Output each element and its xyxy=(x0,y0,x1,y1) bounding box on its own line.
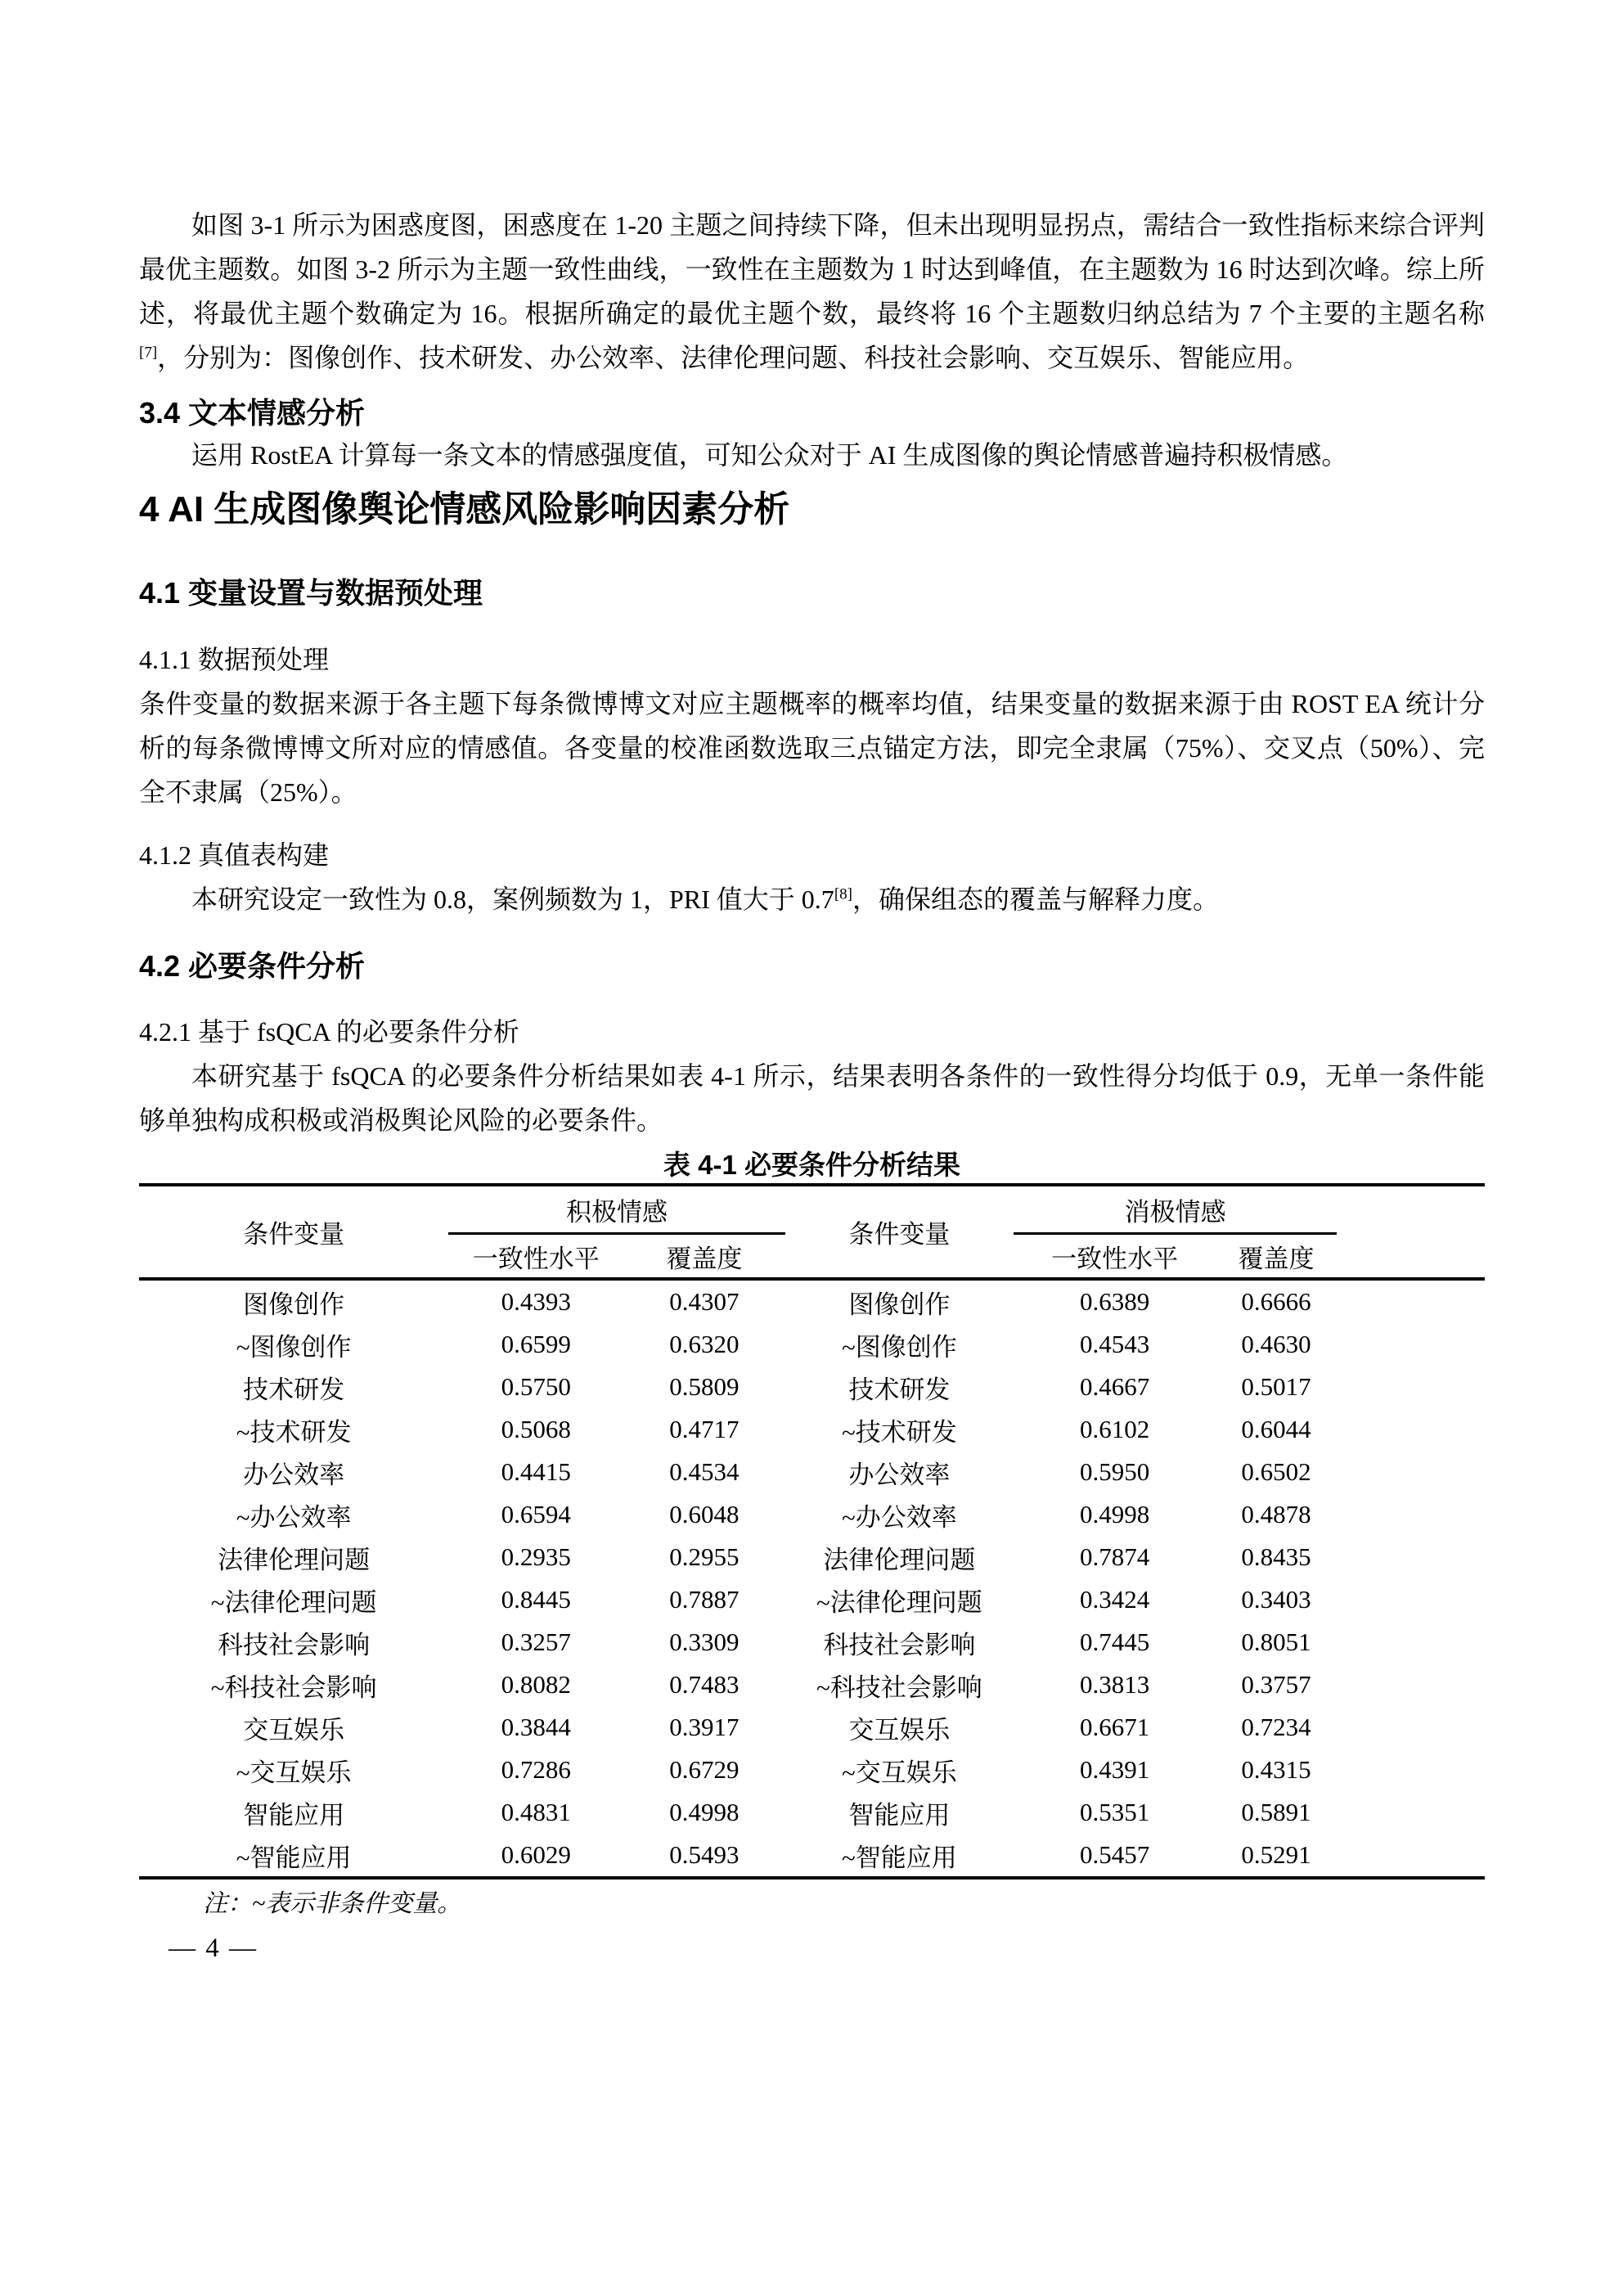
cell-pos-cons: 0.4831 xyxy=(501,1798,571,1826)
col-header-coverage-negative: 覆盖度 xyxy=(1216,1234,1337,1280)
cell-neg-cov: 0.8435 xyxy=(1241,1542,1311,1571)
cell-neg-cons: 0.4998 xyxy=(1079,1500,1150,1528)
cell-neg-var: ~办公效率 xyxy=(842,1502,957,1532)
cell-pos-cons: 0.4393 xyxy=(501,1287,571,1316)
cell-neg-cons: 0.6102 xyxy=(1079,1415,1150,1443)
cell-pos-cov: 0.3917 xyxy=(669,1713,740,1741)
cell-neg-cons: 0.3813 xyxy=(1079,1670,1150,1699)
heading-4-1-1-preprocessing: 4.1.1 数据预处理 xyxy=(139,645,330,674)
cell-pos-cons: 0.6029 xyxy=(448,1834,623,1878)
cell-pos-cov: 0.5809 xyxy=(669,1372,740,1401)
cell-pos-cons: 0.7286 xyxy=(501,1755,571,1784)
cell-pos-var: 技术研发 xyxy=(243,1375,345,1404)
col-header-condition-left: 条件变量 xyxy=(139,1185,448,1279)
page-number: — 4 — xyxy=(169,1934,258,1963)
cell-pos-var: ~技术研发 xyxy=(236,1417,352,1447)
cell-pos-var: 交互娱乐 xyxy=(243,1715,345,1745)
cell-pos-var: 智能应用 xyxy=(243,1800,345,1830)
cell-neg-cov: 0.5017 xyxy=(1241,1372,1311,1401)
table-row xyxy=(139,1323,1485,1366)
heading-4-2-1-fsqca: 4.2.1 基于 fsQCA 的必要条件分析 xyxy=(139,1017,519,1047)
cell-filler xyxy=(1337,1791,1485,1834)
cell-neg-var: ~法律伦理问题 xyxy=(816,1587,982,1617)
cell-neg-var: ~科技社会影响 xyxy=(816,1672,982,1702)
table-header-row-groups xyxy=(139,1185,1485,1234)
cell-filler xyxy=(1337,1834,1485,1878)
table-row xyxy=(139,1791,1485,1834)
cell-pos-cov: 0.3309 xyxy=(669,1627,740,1656)
col-header-consistency-negative: 一致性水平 xyxy=(1014,1234,1216,1280)
table-header xyxy=(139,1185,1485,1279)
col-header-consistency-positive: 一致性水平 xyxy=(448,1234,623,1280)
cell-pos-cov: 0.4307 xyxy=(669,1287,740,1316)
cell-neg-cov: 0.4630 xyxy=(1241,1330,1311,1358)
cell-pos-var: ~图像创作 xyxy=(236,1332,352,1362)
table-row xyxy=(139,1451,1485,1493)
cell-neg-cons: 0.6389 xyxy=(1079,1287,1150,1316)
col-header-condition-right: 条件变量 xyxy=(785,1185,1014,1279)
paragraph-perplexity xyxy=(139,203,1485,380)
cell-neg-var: ~技术研发 xyxy=(842,1417,957,1447)
cell-filler xyxy=(1337,1578,1485,1621)
cell-neg-cons: 0.5351 xyxy=(1079,1798,1150,1826)
cell-neg-cons: 0.6671 xyxy=(1079,1713,1150,1741)
cell-neg-cov: 0.5891 xyxy=(1241,1798,1311,1826)
cell-pos-cov: 0.6048 xyxy=(669,1500,740,1528)
paragraph-truth-table-text-a: 本研究设定一致性为 0.8，案例频数为 1，PRI 值大于 0.7 xyxy=(191,885,834,914)
cell-pos-cons: 0.8082 xyxy=(501,1670,571,1699)
table-row xyxy=(139,1706,1485,1749)
cell-pos-var: 图像创作 xyxy=(243,1290,345,1319)
cell-neg-var: 交互娱乐 xyxy=(848,1715,951,1745)
cell-neg-cons: 0.5950 xyxy=(1079,1457,1150,1486)
heading-chapter-4: 4 AI 生成图像舆论情感风险影响因素分析 xyxy=(139,489,790,529)
cell-pos-cov: 0.6320 xyxy=(669,1330,740,1358)
cell-pos-cons: 0.6599 xyxy=(501,1330,571,1358)
col-header-negative-sentiment: 消极情感 xyxy=(1014,1185,1337,1234)
cell-neg-cov: 0.6502 xyxy=(1241,1457,1311,1486)
cell-pos-cons: 0.3257 xyxy=(501,1627,571,1656)
necessary-conditions-table xyxy=(139,1183,1485,1880)
col-header-positive-sentiment: 积极情感 xyxy=(448,1185,785,1234)
cell-neg-var: 智能应用 xyxy=(848,1800,951,1830)
cell-pos-var: ~智能应用 xyxy=(139,1834,448,1878)
table-note: 注：~表示非条件变量。 xyxy=(203,1890,462,1917)
cell-neg-cov: 0.8051 xyxy=(1241,1627,1311,1656)
cell-neg-cons: 0.3424 xyxy=(1079,1585,1150,1614)
cell-pos-var: ~科技社会影响 xyxy=(210,1672,377,1702)
cell-pos-cov: 0.5493 xyxy=(623,1834,785,1878)
cell-filler xyxy=(1337,1279,1485,1323)
cell-pos-cons: 0.8445 xyxy=(501,1585,571,1614)
cell-neg-cons: 0.5457 xyxy=(1014,1834,1216,1878)
cell-pos-cov: 0.4998 xyxy=(669,1798,740,1826)
cell-pos-cons: 0.5750 xyxy=(501,1372,571,1401)
heading-4-2-necessary-conditions: 4.2 必要条件分析 xyxy=(139,949,366,983)
cell-filler xyxy=(1337,1663,1485,1706)
cell-neg-var: ~图像创作 xyxy=(842,1332,957,1362)
cell-filler xyxy=(1337,1536,1485,1578)
cell-pos-var: ~办公效率 xyxy=(236,1502,352,1532)
table-row xyxy=(139,1408,1485,1451)
cell-filler xyxy=(1337,1366,1485,1408)
cell-neg-cov: 0.3403 xyxy=(1241,1585,1311,1614)
cell-neg-cov: 0.6666 xyxy=(1241,1287,1311,1316)
citation-ref-8: [8] xyxy=(834,885,852,903)
table-row xyxy=(139,1578,1485,1621)
heading-4-1-2-truth-table: 4.1.2 真值表构建 xyxy=(139,840,330,870)
heading-3-4-text-sentiment: 3.4 文本情感分析 xyxy=(139,396,366,430)
cell-pos-var: 法律伦理问题 xyxy=(218,1545,371,1574)
table-row xyxy=(139,1621,1485,1663)
table-row xyxy=(139,1834,1485,1878)
paragraph-truth-table-text-b: ，确保组态的覆盖与解释力度。 xyxy=(852,885,1219,914)
cell-pos-cons: 0.2935 xyxy=(501,1542,571,1571)
cell-neg-var: ~交互娱乐 xyxy=(842,1758,957,1787)
cell-neg-cov: 0.4878 xyxy=(1241,1500,1311,1528)
paragraph-truth-table xyxy=(139,877,1485,921)
table-row xyxy=(139,1663,1485,1706)
cell-neg-cons: 0.4543 xyxy=(1079,1330,1150,1358)
paragraph-perplexity-text-b: ，分别为：图像创作、技术研发、办公效率、法律伦理问题、科技社会影响、交互娱乐、智能应用。 xyxy=(157,343,1310,372)
cell-neg-cov: 0.6044 xyxy=(1241,1415,1311,1443)
cell-filler xyxy=(1337,1451,1485,1493)
cell-neg-var: 图像创作 xyxy=(848,1290,951,1319)
cell-filler xyxy=(1337,1408,1485,1451)
col-header-coverage-positive: 覆盖度 xyxy=(623,1234,785,1280)
cell-neg-cov: 0.5291 xyxy=(1216,1834,1337,1878)
paragraph-perplexity-text-a: 如图 3-1 所示为困惑度图，困惑度在 1-20 主题之间持续下降，但未出现明显拐点，需结合一致性指标来综合评判最优主题数。如图 3-2 所示为主题一致性曲线，一致性在主题数为 1 时达到峰值，在主题数为 16 时达到次峰。综上所述，将最优主题个数确定为 16。根据所确定的最优主题个数，最终将 16 个主题数归纳总结为 7 个主要的主题名称 xyxy=(139,210,1485,328)
cell-neg-var: 技术研发 xyxy=(848,1375,951,1404)
cell-pos-var: ~法律伦理问题 xyxy=(210,1587,377,1617)
cell-neg-var: 科技社会影响 xyxy=(823,1630,976,1659)
cell-pos-cov: 0.4717 xyxy=(669,1415,740,1443)
cell-pos-cov: 0.7483 xyxy=(669,1670,740,1699)
cell-pos-var: ~交互娱乐 xyxy=(236,1758,352,1787)
table-row xyxy=(139,1536,1485,1578)
cell-pos-cons: 0.4415 xyxy=(501,1457,571,1486)
citation-ref-7: [7] xyxy=(139,344,158,362)
cell-pos-cov: 0.4534 xyxy=(669,1457,740,1486)
cell-pos-var: 科技社会影响 xyxy=(218,1630,371,1659)
cell-filler xyxy=(1337,1493,1485,1536)
table-row xyxy=(139,1493,1485,1536)
cell-filler xyxy=(1337,1706,1485,1749)
cell-pos-cons: 0.3844 xyxy=(501,1713,571,1741)
cell-neg-cov: 0.7234 xyxy=(1241,1713,1311,1741)
heading-4-1-variables: 4.1 变量设置与数据预处理 xyxy=(139,576,483,610)
table-row xyxy=(139,1366,1485,1408)
cell-neg-var: ~智能应用 xyxy=(785,1834,1014,1878)
cell-pos-cons: 0.5068 xyxy=(501,1415,571,1443)
col-header-filler xyxy=(1337,1185,1485,1279)
table-row xyxy=(139,1749,1485,1791)
cell-neg-cons: 0.4667 xyxy=(1079,1372,1150,1401)
table-row xyxy=(139,1279,1485,1323)
paragraph-calibration: 条件变量的数据来源于各主题下每条微博博文对应主题概率的概率均值，结果变量的数据来源于由 ROST EA 统计分析的每条微博博文所对应的情感值。各变量的校准函数选取三点锚定方法，即完全隶属（75%）、交叉点（50%）、完全不隶属（25%）。 xyxy=(139,689,1485,807)
cell-pos-var: 办公效率 xyxy=(243,1460,345,1489)
cell-neg-var: 法律伦理问题 xyxy=(823,1545,976,1574)
cell-filler xyxy=(1337,1749,1485,1791)
cell-pos-cov: 0.2955 xyxy=(669,1542,740,1571)
cell-filler xyxy=(1337,1323,1485,1366)
cell-pos-cons: 0.6594 xyxy=(501,1500,571,1528)
cell-filler xyxy=(1337,1621,1485,1663)
table-caption: 表 4-1 必要条件分析结果 xyxy=(663,1150,961,1180)
cell-neg-cov: 0.3757 xyxy=(1241,1670,1311,1699)
cell-pos-cov: 0.7887 xyxy=(669,1585,740,1614)
paragraph-rostea-sentiment: 运用 RostEA 计算每一条文本的情感强度值，可知公众对于 AI 生成图像的舆论情感普遍持积极情感。 xyxy=(191,440,1348,470)
table-body xyxy=(139,1279,1485,1878)
cell-pos-cov: 0.6729 xyxy=(669,1755,740,1784)
cell-neg-cons: 0.4391 xyxy=(1079,1755,1150,1784)
cell-neg-cons: 0.7874 xyxy=(1079,1542,1150,1571)
cell-neg-cons: 0.7445 xyxy=(1079,1627,1150,1656)
paragraph-nca-result: 本研究基于 fsQCA 的必要条件分析结果如表 4-1 所示，结果表明各条件的一致性得分均低于 0.9，无单一条件能够单独构成积极或消极舆论风险的必要条件。 xyxy=(139,1061,1485,1135)
cell-neg-var: 办公效率 xyxy=(848,1460,951,1489)
cell-neg-cov: 0.4315 xyxy=(1241,1755,1311,1784)
